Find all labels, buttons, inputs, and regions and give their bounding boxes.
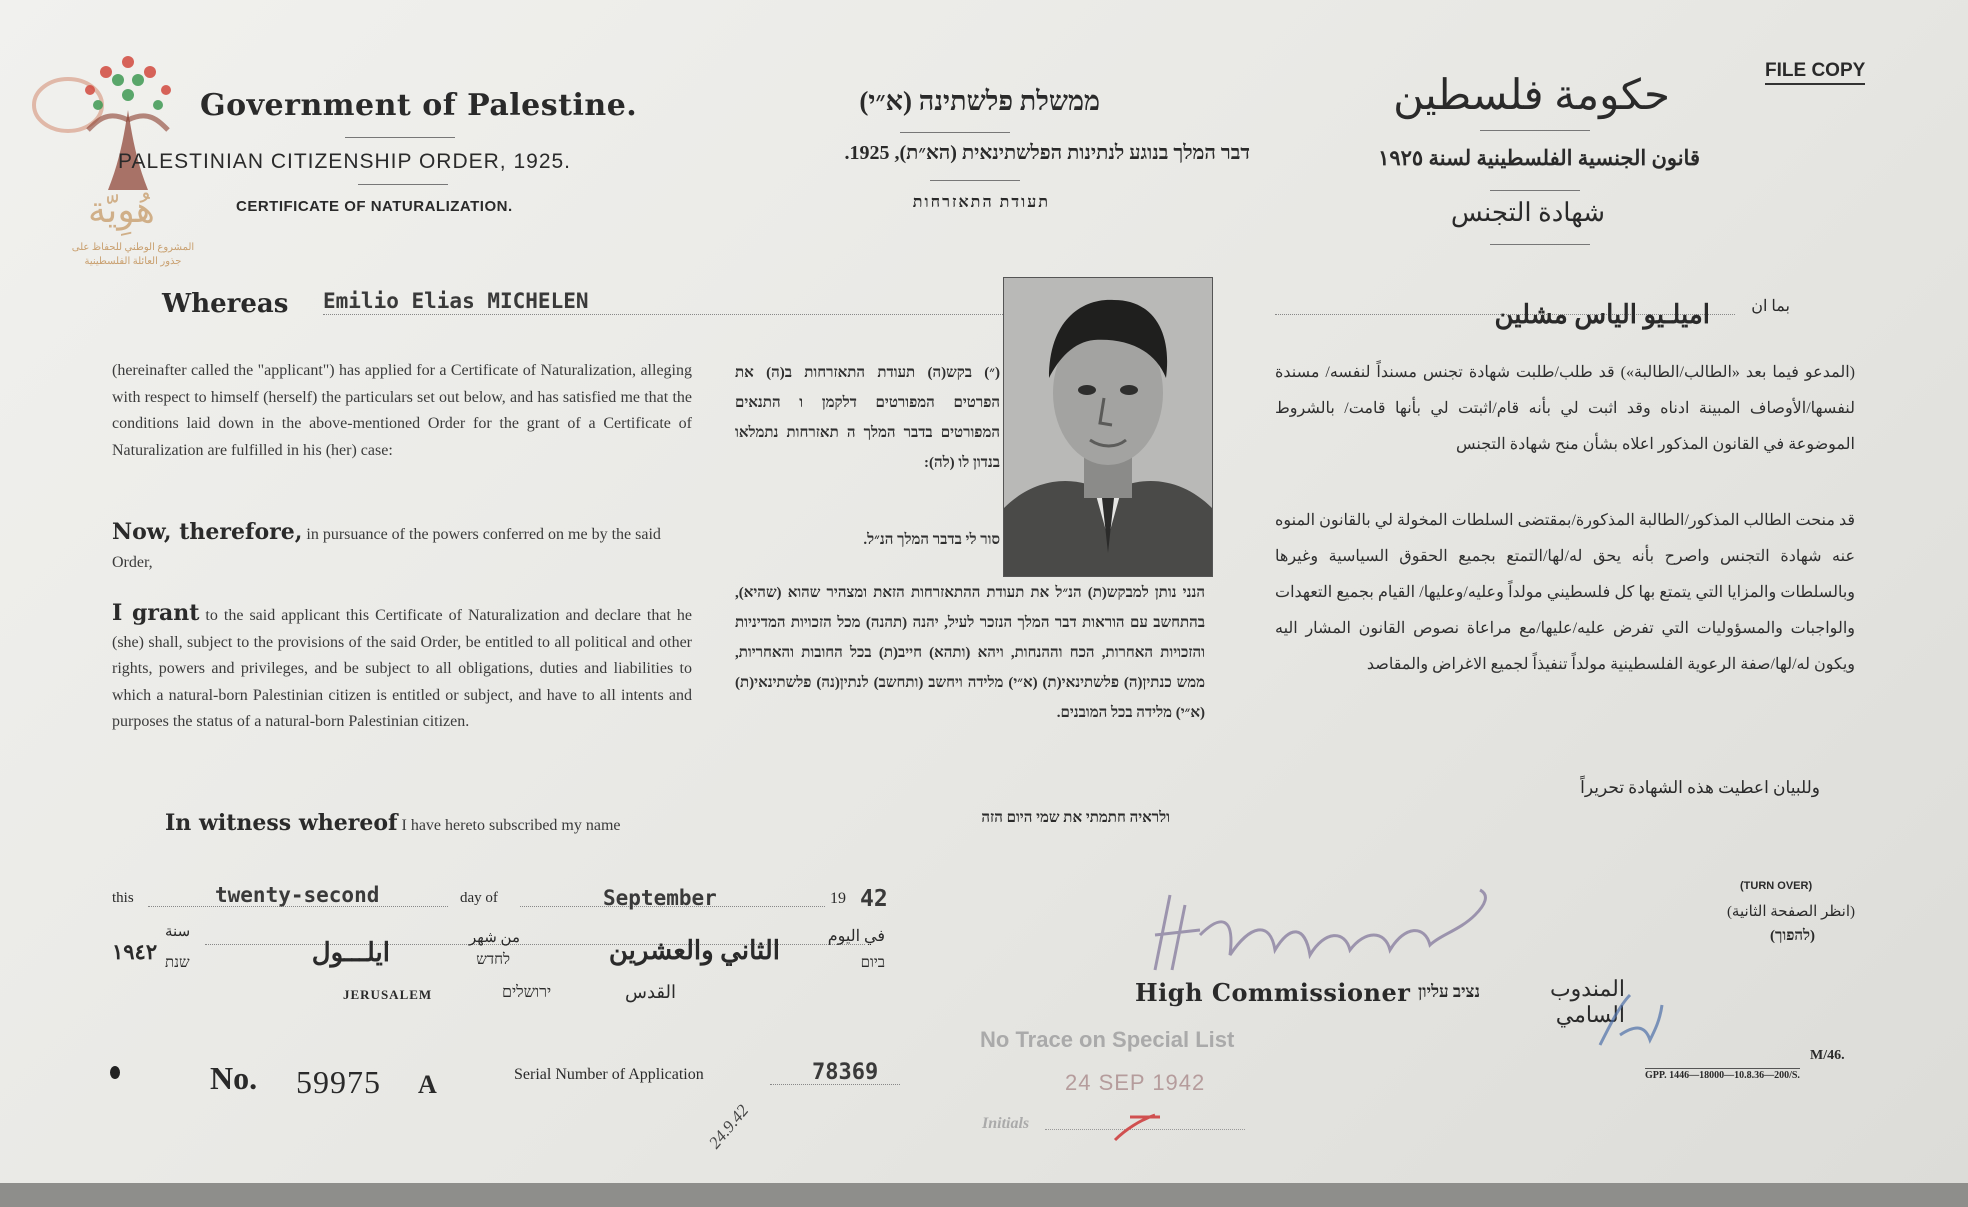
- now-therefore-text: in pursuance of the powers conferred on me by the said Order,: [112, 526, 661, 571]
- ar-para-applied: (المدعو فيما بعد «الطالب/الطالبة») قد طلب/طلبت شهادة تجنس مسنداً لنفسه/ مسندة لنفسها/الأوصاف المبينة ادناه وقد اثبت لي بأنه قام/اثبتت لي بأنها قامت/ بالشروط الموضوعة في القانون المذكور اعلاه بشأن منح شهادة التجنس: [1275, 364, 1855, 453]
- he-para-applied: (״) בקש(ה) תעודת התאזרחות ב(ה) את הפרטים המפורטים דלקמן ו התנאים המפורטים בדבר המלך ה תאזרחות נתמלאו בנדון לו (לה):: [735, 365, 1000, 471]
- signer-title-en: High Commissioner: [1135, 978, 1411, 1007]
- logo-wordmark: هُوِيّة: [88, 190, 155, 231]
- high-commissioner-signature: [1140, 875, 1540, 985]
- en-para-applied: (hereinafter called the "applicant") has applied for a Certificate of Naturalization, alleging with respect to himself (herself) the particulars set out below, and has satisfied me that the conditions laid down in the above-mentioned Order for the grant of a Certificate of Naturalization are fulfilled in his (her) case:: [112, 362, 692, 459]
- he-order-title: דבר המלך בנוגע לנתינות הפלשתינאית (הא״ת), 1925.: [844, 142, 1250, 164]
- ar-year-value: ١٩٤٢: [112, 940, 158, 964]
- date-month-value: September: [603, 886, 717, 910]
- ar-year-label: سنة: [165, 924, 191, 940]
- portrait-image: [1004, 278, 1212, 576]
- applicant-name-en: Emilio Elias MICHELEN: [323, 289, 589, 313]
- applicant-name-ar: اميلـيو الياس مشلين: [1494, 300, 1710, 329]
- printer-reference: GPP. 1446—18000—10.8.36—200/S.: [1645, 1070, 1800, 1081]
- he-cert-title: תעודת התאזרחות: [912, 194, 1050, 211]
- he-year-label: שנת: [165, 955, 190, 971]
- ar-para-grant: قد منحت الطالب المذكور/الطالبة المذكورة/بمقتضى السلطات المخولة لي بالقانون المنوه عنه شهادة التجنس واصرح بأنه يحق له/لها/التمتع بجميع الحقوق السياسية وغيرها وبالسلطات والمزايا التي يتمتع بها كل فلسطيني مولداً وعليه/وعليها/ القيام بجميع التعهدات والواجبات والمسؤوليات التي تفرض عليه/عليها/مع مراعاة نصوص القانون المشار اليه ويكون له/لها/صفة الرعوية الفلسطينية مولداً تنفيذاً لجميع الاغراض والمقاصد: [1275, 512, 1855, 673]
- applicant-photo: [1003, 277, 1213, 577]
- city-en: JERUSALEM: [343, 987, 433, 1002]
- blue-initials: [1590, 985, 1670, 1055]
- whereas-dotted-line: [323, 314, 1003, 315]
- turn-over-ar: (انظر الصفحة الثانية): [1726, 904, 1855, 920]
- city-he: ירושלים: [502, 984, 552, 1001]
- family-tree-icon: [28, 50, 198, 200]
- file-copy-label: FILE COPY: [1765, 60, 1865, 85]
- no-trace-stamp: [960, 1025, 1290, 1140]
- stamp-initials-label: Initials: [982, 1115, 1030, 1132]
- date-day-value: twenty-second: [215, 883, 380, 907]
- he-witness: ולראיה חתמתי את שמי היום הזה: [981, 810, 1170, 826]
- en-para-grant: [112, 600, 692, 736]
- grant-text: to the said applicant this Certificate of Naturalization and declare that he (she) shall, subject to the provisions of the said Order, be entitled to all political and other rights, powers and privileges, and be subject to all obligations, duties and liabilities to which a natural-born Palestinian citizen is entitled or subject, and have to all intents and purposes the status of a natural-born Palestinian citizen.: [112, 607, 692, 730]
- logo-tagline-2: جذور العائلة الفلسطينية: [84, 256, 182, 267]
- cert-no-label: No.: [210, 1060, 258, 1096]
- he-day-label: ביום: [860, 955, 885, 971]
- ar-month-value: ايلـــول: [311, 938, 390, 967]
- serial-label: Serial Number of Application: [514, 1066, 704, 1083]
- date-this-label: this: [112, 890, 134, 906]
- form-number: M/46.: [1810, 1048, 1845, 1063]
- ar-day-label: في اليوم: [827, 928, 885, 945]
- bullet-dot: [110, 1066, 120, 1079]
- en-government-title: Government of Palestine.: [200, 88, 638, 123]
- signer-title-ar: المندوب السامي: [1549, 976, 1625, 1027]
- he-government-title: ממשלת פלשתינה (א״י): [859, 86, 1100, 116]
- serial-value: 78369: [812, 1060, 879, 1085]
- logo-tagline-1: المشروع الوطني للحفاظ على: [71, 242, 195, 253]
- witness-text: I have hereto subscribed my name: [401, 817, 621, 834]
- ar-para-attest: وللبيان اعطيت هذه الشهادة تحريراً: [1580, 778, 1820, 797]
- cert-no-value: 59975: [296, 1064, 381, 1100]
- ar-cert-title: شهادة التجنس: [1450, 198, 1605, 227]
- ar-day-value: الثاني والعشرين: [608, 936, 780, 965]
- now-therefore-lead: Now, therefore,: [112, 519, 303, 545]
- red-initial-mark: [1110, 1105, 1170, 1145]
- he-month-label: לחדש: [476, 952, 510, 968]
- en-cert-title: CERTIFICATE OF NATURALIZATION.: [236, 198, 513, 215]
- turn-over-en: (TURN OVER): [1740, 880, 1813, 892]
- stamp-text: No Trace on Special List: [980, 1027, 1235, 1052]
- whereas-label: Whereas: [162, 289, 289, 319]
- city-ar: القدس: [625, 982, 677, 1002]
- grant-lead: I grant: [112, 600, 200, 626]
- he-para-grant: הנני נותן למבקש(ת) הנ״ל את תעודת ההתאזרחות הזאת ומצהיר שהוא (שהיא), בהתחשב עם הוראות דבר המלך הנזכר לעיל, יהנה (תהנה) מכל הזכויות המדיניות והזכויות האחרות, הכח וההנחות, ויהא (ותהא) חייב(ת) בכל החובות והאחריות, ממש כנתין(ה) פלשתינאי(ת) (א״י) מלידה ויחשב (ותחשב) לנתין(נה) פלשתינאי(ת) (א״י) מלידה בכל המובנים.: [735, 585, 1205, 721]
- ar-month-label: من شهر: [469, 930, 520, 946]
- he-para-powers: סור לי בדבר המלך הנ״ל.: [863, 532, 1000, 548]
- turn-over-he: (להפוך): [1770, 928, 1815, 944]
- stamp-date: 24 SEP 1942: [1065, 1070, 1206, 1095]
- date-year-suffix: 42: [860, 886, 888, 912]
- ar-order-title: قانون الجنسية الفلسطينية لسنة ١٩٢٥: [1378, 146, 1700, 170]
- handwritten-date: 24.9.42: [705, 1100, 753, 1153]
- witness-lead: In witness whereof: [165, 810, 398, 836]
- ar-whereas: بما ان: [1751, 298, 1790, 315]
- cert-no-suffix: A: [418, 1070, 437, 1099]
- ar-government-title: حكومة فلسطين: [1393, 73, 1670, 119]
- date-day-of-label: day of: [460, 890, 498, 906]
- en-order-title: PALESTINIAN CITIZENSHIP ORDER, 1925.: [118, 150, 572, 173]
- en-para-now: [112, 518, 692, 577]
- signer-title-he: נציב עליון: [1417, 982, 1480, 1001]
- en-para-witness: [165, 810, 725, 836]
- date-year-prefix: 19: [830, 890, 846, 907]
